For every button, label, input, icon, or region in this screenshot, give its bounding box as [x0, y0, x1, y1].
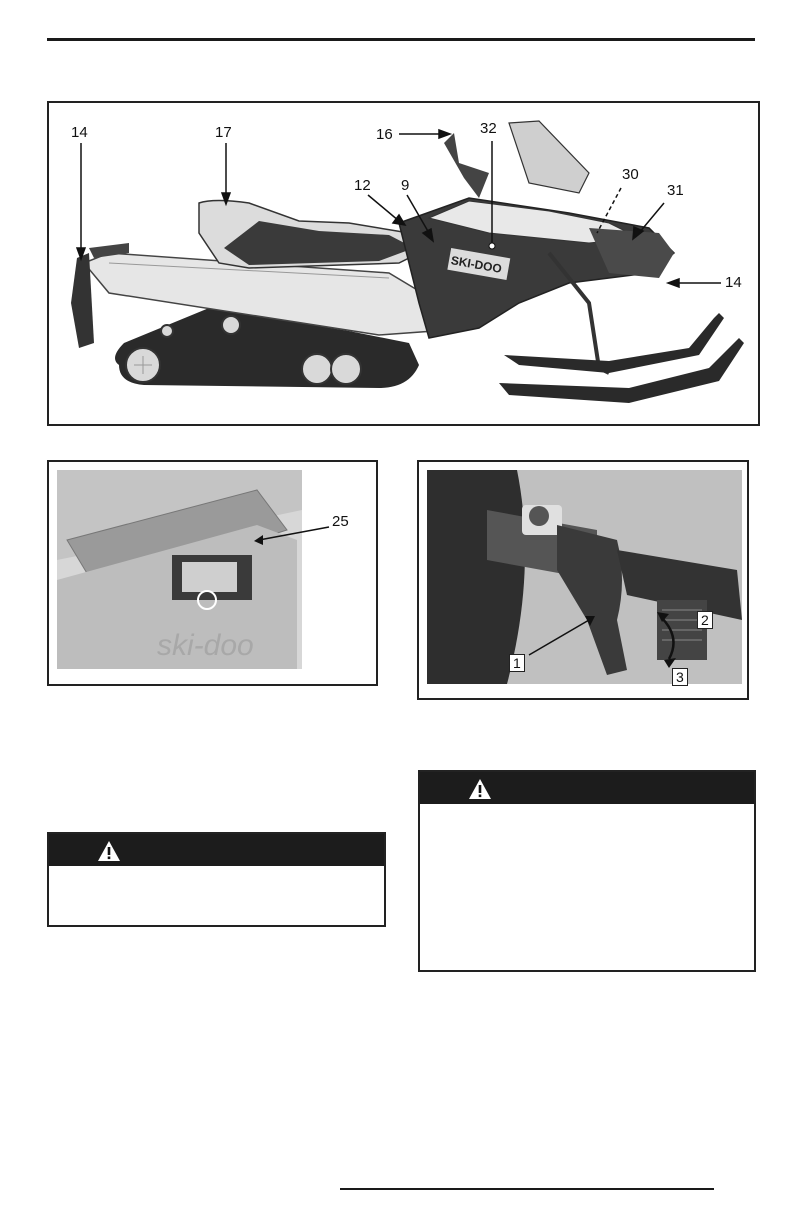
callout-31: 31 [667, 182, 684, 199]
snowmobile-illustration [49, 103, 758, 424]
callout-14-rear: 14 [71, 124, 88, 141]
callout-32: 32 [480, 120, 497, 137]
callout-3: 3 [672, 668, 688, 686]
warning-box-right [418, 770, 756, 972]
snowmobile-brand-text: SKI-DOO [449, 253, 503, 276]
callout-1: 1 [509, 654, 525, 672]
warning-box-left [47, 832, 386, 927]
callout-14-front: 14 [725, 274, 742, 291]
callout-16: 16 [376, 126, 393, 143]
warning-header-left [49, 834, 384, 866]
callout-12: 12 [354, 177, 371, 194]
hitch-callout-line [49, 462, 380, 688]
callout-2: 2 [697, 611, 713, 629]
callout-30: 30 [622, 166, 639, 183]
header-rule [47, 38, 755, 41]
hitch-figure [47, 460, 378, 686]
warning-triangle-icon [97, 840, 121, 862]
warning-triangle-icon [468, 778, 492, 800]
snowmobile-figure [47, 101, 760, 426]
callout-9: 9 [401, 177, 410, 194]
brake-lever-figure [417, 460, 749, 700]
hitch-brand-text: ski-doo [157, 629, 254, 662]
warning-header-right [420, 772, 754, 804]
callout-17: 17 [215, 124, 232, 141]
callout-25: 25 [332, 513, 349, 530]
brake-lever-callout-lines [419, 462, 751, 702]
footer-rule [340, 1188, 714, 1190]
